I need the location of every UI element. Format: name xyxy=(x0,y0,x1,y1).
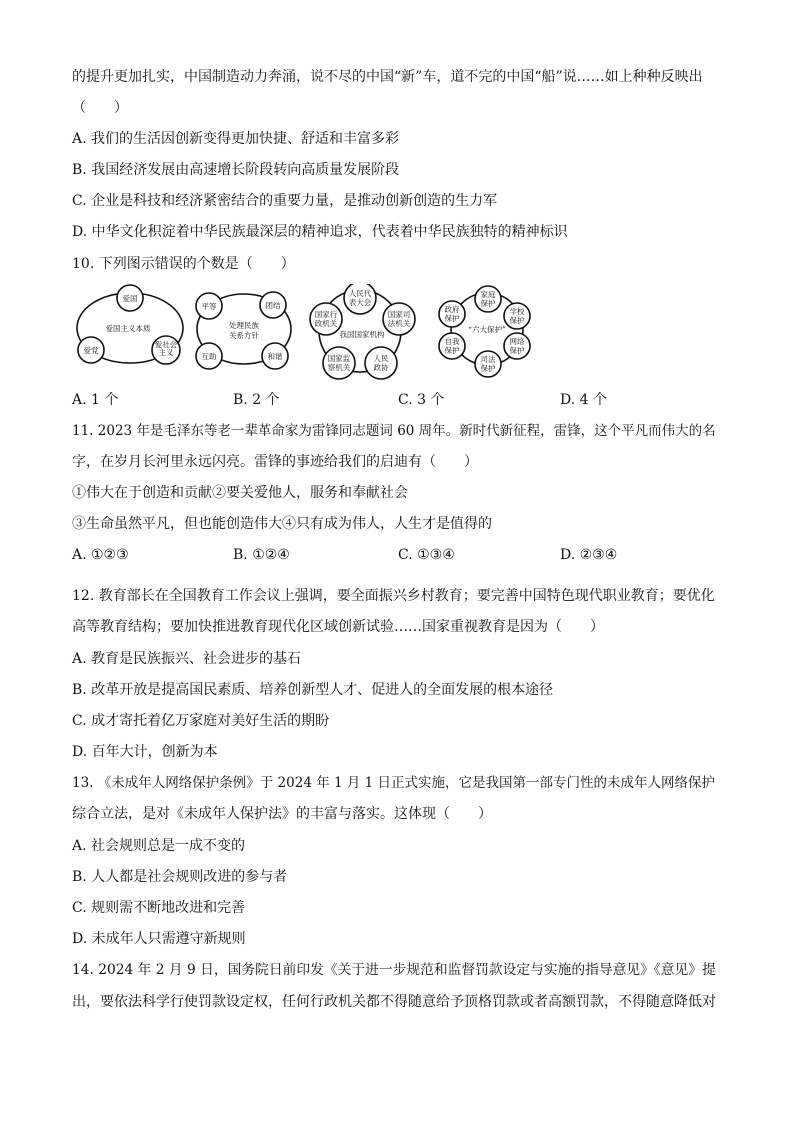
q10-diagrams xyxy=(70,284,560,382)
q11-stem-line1: 11. 2023 年是毛泽东等老一辈革命家为雷锋同志题词 60 周年。新时代新征程，雷锋，这个平凡而伟大的名 xyxy=(72,423,716,439)
q13-stem-line2: 综合立法，是对《未成年人保护法》的丰富与落实。这体现（ ） xyxy=(72,806,492,822)
d3-node-3-l2: 法机关 xyxy=(387,319,411,328)
q10-option-c: C. 3 个 xyxy=(398,392,445,408)
d3-node-1-l2: 表大会 xyxy=(348,298,372,307)
d4-node-5-l2: 保护 xyxy=(444,346,460,355)
d4-node-6-l2: 保护 xyxy=(444,314,460,323)
q11-statements-1: ①伟大在于创造和贡献②要关爱他人，服务和奉献社会 xyxy=(72,485,408,501)
q11-option-b: B. ①②④ xyxy=(233,547,290,563)
q11-statements-2: ③生命虽然平凡，但也能创造伟大④只有成为伟人，人生才是值得的 xyxy=(72,516,492,532)
d1-center: 爱国主义本质 xyxy=(105,324,151,333)
d2-node-huzhu: 互助 xyxy=(201,352,217,361)
q12-option-c: C. 成才寄托着亿万家庭对美好生活的期盼 xyxy=(72,713,330,729)
q12-option-d: D. 百年大计，创新为本 xyxy=(72,744,218,760)
q12-option-a: A. 教育是民族振兴、社会进步的基石 xyxy=(72,651,302,667)
d3-node-5-l2: 政协 xyxy=(373,363,389,372)
d4-node-1-l1: 家庭 xyxy=(480,290,496,299)
d2-node-hexie: 和谐 xyxy=(267,352,283,361)
d4-node-2-l2: 保护 xyxy=(509,316,525,325)
d1-node-aidang: 爱党 xyxy=(83,346,99,355)
q10-option-d: D. 4 个 xyxy=(560,392,607,408)
d4-node-2-l1: 学校 xyxy=(509,307,525,316)
d4-node-6-l1: 政府 xyxy=(444,305,460,314)
q13-option-a: A. 社会规则总是一成不变的 xyxy=(72,838,246,854)
q13-stem-line1: 13. 《未成年人网络保护条例》于 2024 年 1 月 1 日正式实施，它是我国第一部专门性的未成年人网络保护 xyxy=(72,775,716,791)
q12-stem-line1: 12. 教育部长在全国教育工作会议上强调，要全面振兴乡村教育；要完善中国特色现代职业教育；要优化 xyxy=(72,588,715,604)
q12-option-b: B. 改革开放是提高国民素质、培养创新型人才、促进人的全面发展的根本途径 xyxy=(72,682,554,698)
d4-node-5-l1: 自我 xyxy=(444,337,460,346)
q9-option-b: B. 我国经济发展由高速增长阶段转向高质量发展阶段 xyxy=(72,162,400,178)
q12-stem-line2: 高等教育结构；要加快推进教育现代化区域创新试验……国家重视教育是因为（ ） xyxy=(72,619,604,635)
d3-node-4-l2: 察机关 xyxy=(327,363,351,372)
d3-center: 我国国家机构 xyxy=(339,330,385,339)
d2-node-tuanjie: 团结 xyxy=(265,301,281,310)
q10-option-b: B. 2 个 xyxy=(233,392,280,408)
d4-node-4-l1: 司法 xyxy=(480,355,496,364)
d4-node-4-l2: 保护 xyxy=(480,364,496,373)
q13-option-d: D. 未成年人只需遵守新规则 xyxy=(72,931,246,947)
q10-stem: 10. 下列图示错误的个数是（ ） xyxy=(72,256,295,272)
q9-option-a: A. 我们的生活因创新变得更加快捷、舒适和丰富多彩 xyxy=(72,131,400,147)
d2-node-pingdeng: 平等 xyxy=(201,302,217,311)
q11-option-c: C. ①③④ xyxy=(398,547,455,563)
d3-node-4-l1: 国家监 xyxy=(327,354,351,363)
q9-blank: （ ） xyxy=(72,100,128,116)
q10-option-a: A. 1 个 xyxy=(72,392,119,408)
q14-stem-line1: 14. 2024 年 2 月 9 日，国务院日前印发《关于进一步规范和监督罚款设定与实施的指导意见》《意见》提 xyxy=(72,962,716,978)
q11-option-a: A. ①②③ xyxy=(72,547,129,563)
d2-center-line2: 关系方针 xyxy=(229,331,259,340)
d2-center-line1: 处理民族 xyxy=(229,321,259,330)
q14-stem-line2: 出，要依法科学行使罚款设定权，任何行政机关都不得随意给予顶格罚款或者高额罚款，不得随意降低对 xyxy=(72,994,716,1010)
d3-node-1-l1: 人民代 xyxy=(348,289,372,298)
q9-stem-line: 的提升更加扎实，中国制造动力奔涌，说不尽的中国“新”车，道不完的中国“船”说……如上种种反映出 xyxy=(72,69,703,85)
d1-node-aishehuizhuyi: 爱社会主义 xyxy=(154,341,178,357)
d1-node-aiguo: 爱国 xyxy=(122,294,138,303)
d3-node-2-l1: 国家行 xyxy=(314,310,338,319)
d4-node-3-l1: 网络 xyxy=(509,337,525,346)
q13-option-b: B. 人人都是社会规则改进的参与者 xyxy=(72,869,288,885)
d4-node-1-l2: 保护 xyxy=(480,299,496,308)
d3-node-5-l1: 人民 xyxy=(373,354,389,363)
q13-option-c: C. 规则需不断地改进和完善 xyxy=(72,900,246,916)
q11-stem-line2: 字，在岁月长河里永远闪亮。雷锋的事迹给我们的启迪有（ ） xyxy=(72,454,478,470)
q11-option-d: D. ②③④ xyxy=(560,547,618,563)
d3-node-2-l2: 政机关 xyxy=(314,319,338,328)
d3-node-3-l1: 国家司 xyxy=(387,310,411,319)
q9-option-c: C. 企业是科技和经济紧密结合的重要力量，是推动创新创造的生力军 xyxy=(72,193,498,209)
d4-node-3-l2: 保护 xyxy=(509,346,525,355)
q9-option-d: D. 中华文化积淀着中华民族最深层的精神追求，代表着中华民族独特的精神标识 xyxy=(72,224,568,240)
d4-center: “六大保护” xyxy=(468,325,506,334)
